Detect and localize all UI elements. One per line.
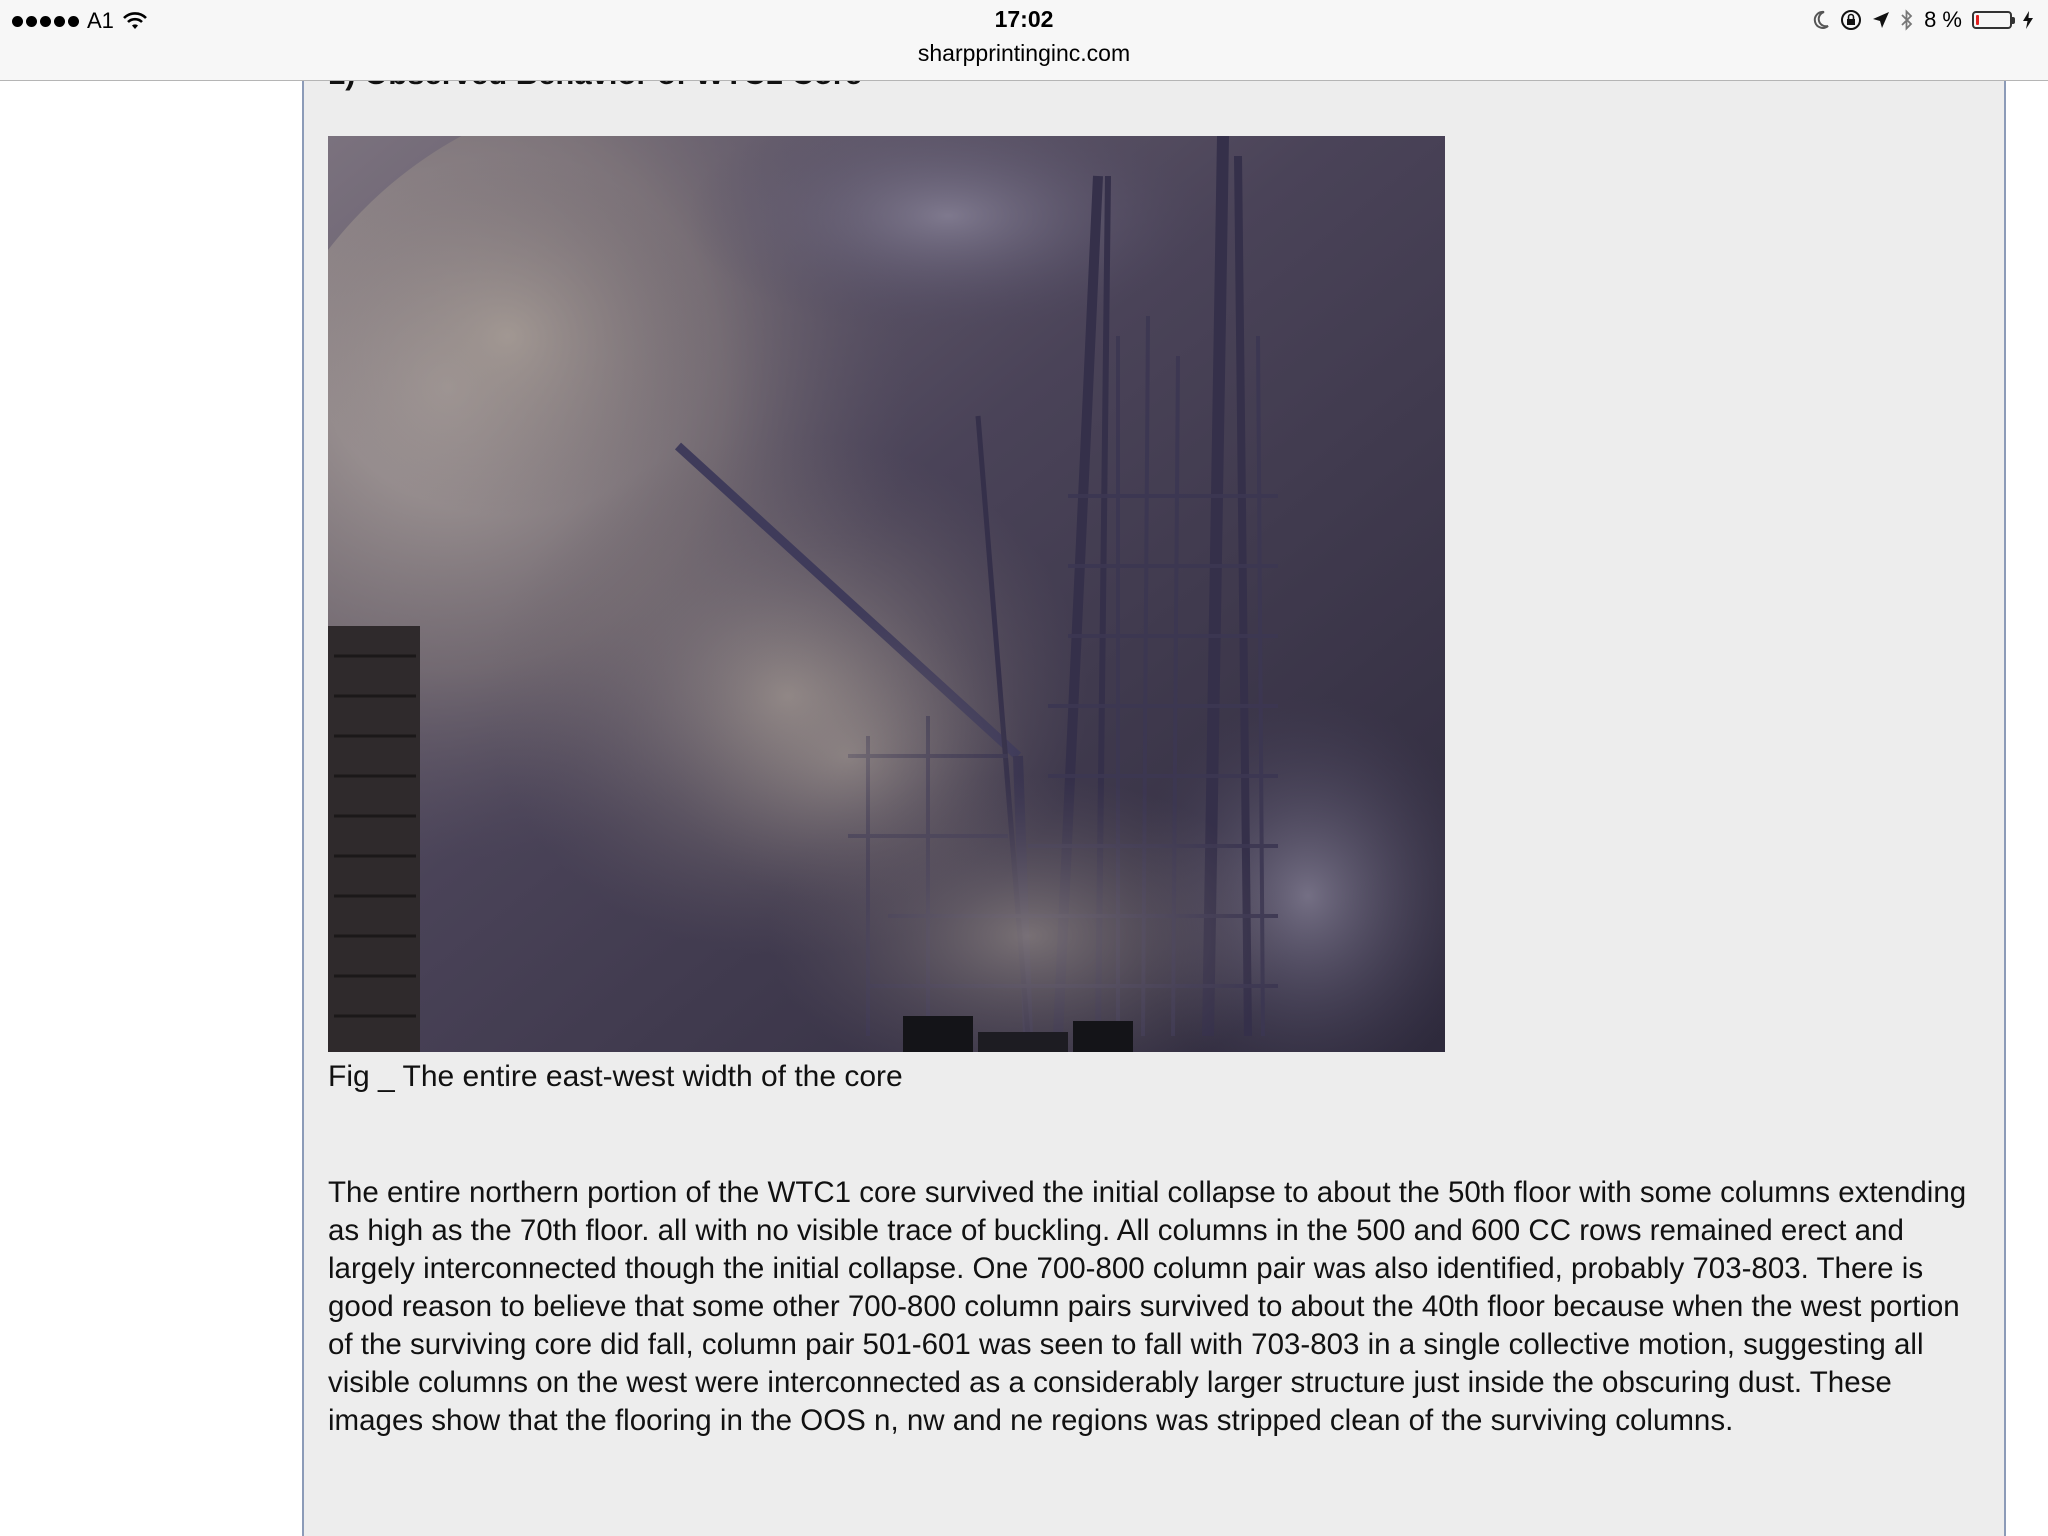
address-bar-url[interactable]: sharpprintinginc.com [917, 40, 1131, 66]
carrier-name: A1 [87, 8, 114, 33]
battery-level-fill [1976, 15, 1979, 25]
figure-caption: Fig _ The entire east-west width of the core [328, 1060, 903, 1093]
location-arrow-icon [1872, 11, 1890, 29]
battery-icon [1972, 11, 2012, 29]
body-paragraph: The entire northern portion of the WTC1 core survived the initial collapse to about the 50th floor with some columns extending as high as the 70th floor. all with no visible trace of buckling. All columns in the 500 and 600 CC rows remained erect and largely interconnected though the initial collapse. One 700-800 column pair was also identified, probably 703-803. There is good reason to believe that some other 700-800 column pairs survived to about the 40th floor because when the west portion of the surviving core did fall, column pair 501-601 was seen to fall with 703-803 in a single collective motion, suggesting all visible columns on the west were interconnected as a considerably larger structure just inside the obscuring dust. These images show that the flooring in the OOS n, nw and ne regions was stripped clean of the surviving columns. [328, 1176, 1967, 1437]
clock: 17:02 [994, 6, 1054, 32]
moon-icon [1812, 10, 1830, 30]
status-bar-right [1812, 6, 2034, 34]
figure-image [328, 136, 1445, 1052]
web-page-content [302, 0, 2006, 1536]
battery-percentage: 8 % [1924, 7, 1962, 32]
wtc-core-photo [328, 136, 1445, 1052]
bluetooth-icon [1900, 9, 1914, 31]
status-bar [0, 0, 2048, 81]
charging-bolt-icon [2022, 10, 2034, 30]
orientation-lock-icon [1840, 9, 1862, 31]
